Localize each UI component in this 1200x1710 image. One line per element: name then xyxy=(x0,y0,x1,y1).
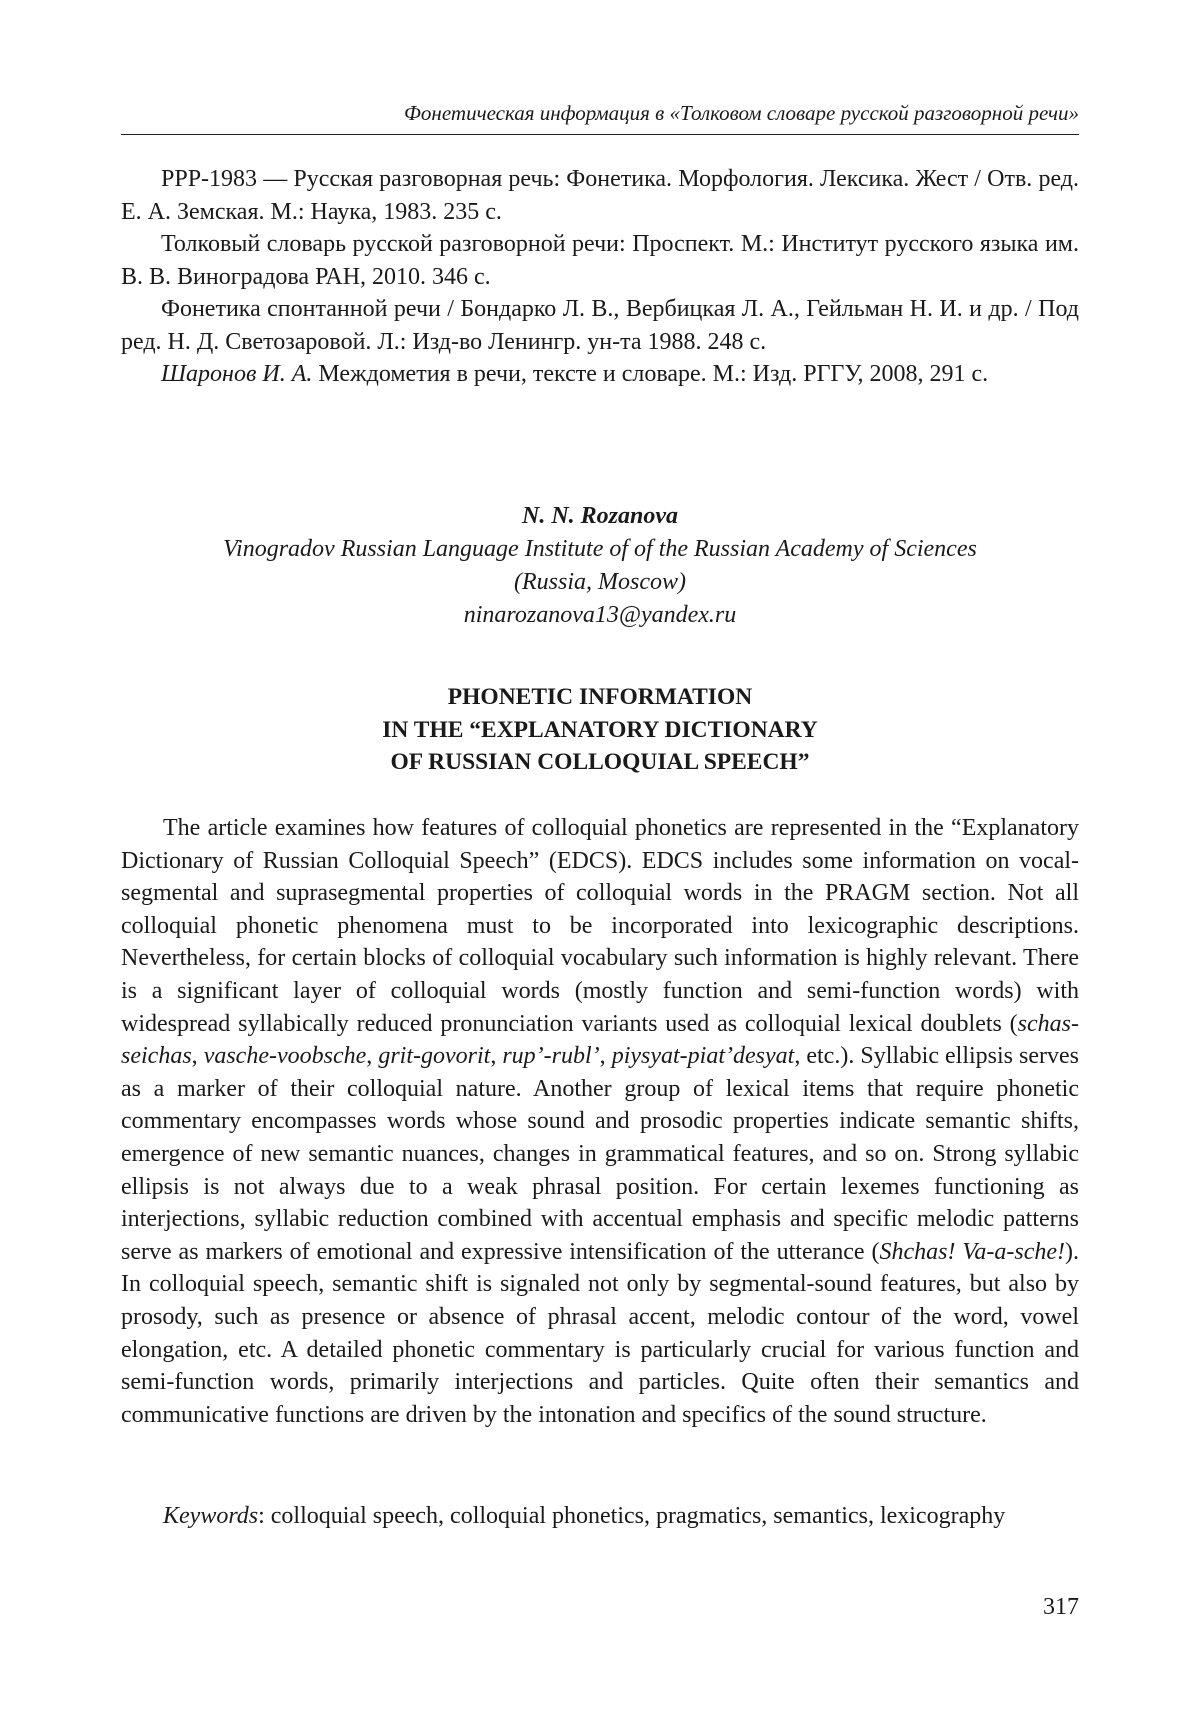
reference-author: Шаронов И. А. xyxy=(161,361,313,387)
article-title xyxy=(121,681,1079,779)
keywords xyxy=(121,1500,1079,1533)
abstract-text: The article examines how features of colloquial phonetics are represented in the “Explanatory Dictionary of Russian Colloquial Speech” (EDCS). EDCS includes some information on vocal-segmental and suprasegmental properties of colloquial words in the PRAGM section. Not all colloquial phonetic phenomena must to be incorporated into lexicographic descriptions. Nevertheless, for certain blocks of colloquial vocabulary such information is highly relevant. There is a significant layer of colloquial words (mostly function and semi-function words) with widespread syllabically reduced pronunciation variants used as colloquial lexical doublets ( xyxy=(121,815,1079,1037)
keywords-label: Keywords xyxy=(163,1503,259,1529)
reference-text: Фонетика спонтанной речи / Бондарко Л. В., Вербицкая Л. А., Гейльман Н. И. и др. / Под ред. Н. Д. Светозаровой. Л.: Изд-во Ленингр. ун-та 1988. 248 с. xyxy=(121,296,1079,355)
author-block xyxy=(121,500,1079,632)
reference-text: Толковый словарь русской разговорной речи: Проспект. М.: Институт русского языка им. В. В. Виноградова РАН, 2010. 346 с. xyxy=(121,231,1079,290)
header-rule xyxy=(121,134,1079,135)
abstract xyxy=(121,812,1079,1431)
example-word: piysyat-piat’desyat xyxy=(611,1043,795,1070)
title-line: IN THE “EXPLANATORY DICTIONARY xyxy=(382,716,818,743)
separator: , xyxy=(366,1043,379,1070)
abstract-text: , etc.). Syllabic ellipsis serves as a marker of their colloquial nature. Another group of lexical items that require phonetic commentary encompasses words whose sound and prosodic properties indicate semantic shifts, emergence of new semantic nuances, changes in grammatical features, and so on. Strong syllabic ellipsis is not always due to a weak phrasal position. For certain lexemes functioning as interjections, syllabic reduction combined with accentual emphasis and specific melodic patterns serve as markers of emotional and expressive intensification of the utterance ( xyxy=(121,1043,1080,1265)
separator: , xyxy=(191,1043,204,1070)
separator: , xyxy=(490,1043,503,1070)
example-word: grit-govorit xyxy=(378,1043,491,1070)
running-head: Фонетическая информация в «Толковом словаре русской разговорной речи» xyxy=(404,101,1079,125)
example-word: Shchas! Va-a-sche! xyxy=(879,1238,1065,1265)
keywords-text: : colloquial speech, colloquial phonetics, pragmatics, semantics, lexicography xyxy=(258,1503,1006,1529)
example-word: schas-seichas xyxy=(121,1010,1079,1070)
title-line: OF RUSSIAN COLLOQUIAL SPEECH” xyxy=(390,749,810,775)
author-location: (Russia, Moscow) xyxy=(514,569,686,595)
example-word: rup’-rubl’ xyxy=(502,1043,600,1070)
title-line: PHONETIC INFORMATION xyxy=(447,684,753,710)
reference-text: Междометия в речи, тексте и словаре. М.: Изд. РГГУ, 2008, 291 с. xyxy=(312,361,989,387)
author-affiliation: Vinogradov Russian Language Institute of of the Russian Academy of Sciences xyxy=(223,536,977,562)
reference-item xyxy=(121,358,1079,391)
reference-item xyxy=(121,163,1079,228)
reference-item xyxy=(121,293,1079,358)
example-word: vasche-voobsche xyxy=(203,1043,367,1070)
reference-list xyxy=(121,163,1079,391)
abstract-text: ). In colloquial speech, semantic shift is signaled not only by segmental-sound features, but also by prosody, such as presence or absence of phrasal accent, melodic contour of the word, vowel elongation, etc. A detailed phonetic commentary is particularly crucial for various function and semi-function words, primarily interjections and particles. Quite often their semantics and communicative functions are driven by the intonation and specifics of the sound structure. xyxy=(121,1238,1079,1428)
separator: , xyxy=(599,1043,612,1070)
reference-item xyxy=(121,228,1079,293)
author-name: N. N. Rozanova xyxy=(521,503,678,529)
author-email: ninarozanova13@yandex.ru xyxy=(463,602,737,628)
page-number: 317 xyxy=(1043,1594,1079,1620)
reference-text: РРР-1983 — Русская разговорная речь: Фонетика. Морфология. Лексика. Жест / Отв. ред. Е. А. Земская. М.: Наука, 1983. 235 с. xyxy=(121,166,1079,225)
